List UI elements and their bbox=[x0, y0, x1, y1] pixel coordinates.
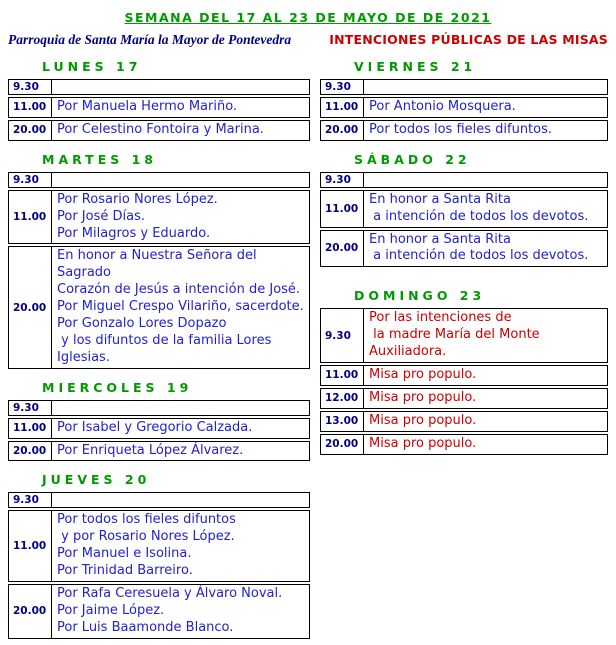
day-table-viernes bbox=[320, 77, 608, 143]
table-row bbox=[8, 510, 310, 582]
day-table-sabado bbox=[320, 170, 608, 270]
intention-line: Por Luis Baamonde Blanco. bbox=[57, 619, 234, 635]
table-row bbox=[8, 584, 310, 639]
intention-cell bbox=[51, 400, 310, 416]
table-row bbox=[8, 418, 310, 439]
intention-line: Por Jaime López. bbox=[57, 602, 165, 618]
time-cell: 13.00 bbox=[320, 411, 363, 432]
two-column-layout bbox=[8, 54, 608, 645]
intention-cell bbox=[51, 97, 310, 118]
time-cell: 20.00 bbox=[8, 584, 51, 639]
intention-line: Por las intenciones de bbox=[369, 310, 512, 326]
table-row bbox=[8, 400, 310, 416]
intention-cell bbox=[51, 584, 310, 639]
day-martes bbox=[8, 147, 310, 371]
page-title: SEMANA DEL 17 AL 23 DE MAYO DE DE 2021 bbox=[124, 10, 492, 25]
intention-cell bbox=[51, 418, 310, 439]
time-cell: 11.00 bbox=[320, 365, 363, 386]
time-cell: 20.00 bbox=[8, 246, 51, 368]
day-lunes bbox=[8, 54, 310, 143]
intention-cell bbox=[51, 190, 310, 245]
time-cell: 9.30 bbox=[320, 172, 363, 188]
time-cell: 9.30 bbox=[8, 79, 51, 95]
intention-line: En honor a Nuestra Señora del Sagrado bbox=[57, 248, 261, 281]
table-row bbox=[8, 492, 310, 508]
day-table-jueves bbox=[8, 490, 310, 640]
intention-line: En honor a Santa Rita bbox=[369, 231, 511, 247]
intention-line: Misa pro populo. bbox=[369, 412, 477, 428]
intention-cell bbox=[363, 79, 608, 95]
intention-line: Por Miguel Crespo Vilariño, sacerdote. bbox=[57, 299, 304, 315]
intention-line: Por Trinidad Barreiro. bbox=[57, 563, 193, 579]
intention-line: Misa pro populo. bbox=[369, 367, 477, 383]
time-cell: 20.00 bbox=[8, 120, 51, 141]
table-row bbox=[8, 172, 310, 188]
time-cell: 20.00 bbox=[320, 230, 363, 268]
intention-cell bbox=[363, 388, 608, 409]
intention-line: Por todos los fieles difuntos bbox=[57, 512, 236, 528]
intention-line: Por Antonio Mosquera. bbox=[369, 99, 516, 114]
intention-cell bbox=[363, 411, 608, 432]
intention-line: Por Manuela Hermo Mariño. bbox=[57, 99, 238, 114]
intention-line: En honor a Santa Rita bbox=[369, 191, 511, 207]
left-column bbox=[8, 54, 310, 645]
day-table-miercoles bbox=[8, 398, 310, 464]
time-cell: 11.00 bbox=[320, 190, 363, 228]
intention-line: Por todos los fieles difuntos. bbox=[369, 121, 553, 137]
time-cell: 11.00 bbox=[8, 418, 51, 439]
table-row bbox=[320, 79, 608, 95]
time-cell: 9.30 bbox=[320, 79, 363, 95]
intention-line: y por Rosario Nores López. bbox=[57, 529, 235, 545]
table-row bbox=[8, 120, 310, 141]
day-table-domingo bbox=[320, 306, 608, 456]
intention-cell bbox=[51, 441, 310, 462]
time-cell: 11.00 bbox=[8, 190, 51, 245]
time-cell: 20.00 bbox=[8, 441, 51, 462]
day-header-domingo: DOMINGO 23 bbox=[354, 288, 486, 304]
subtitle-row bbox=[8, 32, 608, 48]
intention-line: Por Rosario Nores López. bbox=[57, 191, 218, 207]
intention-cell bbox=[363, 230, 608, 268]
table-row bbox=[8, 441, 310, 462]
intention-line: Por Manuel e Isolina. bbox=[57, 546, 192, 562]
intention-line: la madre María del Monte Auxiliadora. bbox=[369, 327, 544, 360]
time-cell: 11.00 bbox=[320, 97, 363, 118]
table-row bbox=[320, 120, 608, 141]
day-header-viernes: VIERNES 21 bbox=[354, 59, 477, 74]
intention-cell bbox=[51, 79, 310, 95]
intention-line: Por Gonzalo Lores Dopazo bbox=[57, 316, 227, 332]
table-row bbox=[320, 308, 608, 363]
time-cell: 11.00 bbox=[8, 97, 51, 118]
intention-cell bbox=[363, 434, 608, 455]
day-header-jueves: JUEVES 20 bbox=[42, 472, 151, 488]
intention-line: Por Enriqueta López Álvarez. bbox=[57, 442, 244, 458]
intention-line: a intención de todos los devotos. bbox=[369, 248, 589, 264]
table-row bbox=[8, 79, 310, 95]
table-row bbox=[320, 230, 608, 268]
day-miercoles bbox=[8, 375, 310, 464]
intention-cell bbox=[363, 190, 608, 228]
day-viernes bbox=[320, 54, 608, 143]
table-row bbox=[320, 365, 608, 386]
day-jueves bbox=[8, 467, 310, 640]
table-row bbox=[320, 411, 608, 432]
intention-line: Por José Días. bbox=[57, 208, 145, 224]
right-column bbox=[320, 54, 608, 461]
time-cell: 12.00 bbox=[320, 388, 363, 409]
parish-name: Parroquia de Santa María la Mayor de Pontevedra bbox=[8, 32, 292, 47]
time-cell: 11.00 bbox=[8, 510, 51, 582]
intention-cell bbox=[363, 120, 608, 141]
intention-cell bbox=[51, 172, 310, 188]
table-row bbox=[8, 97, 310, 118]
time-cell: 9.30 bbox=[320, 308, 363, 363]
table-row bbox=[320, 172, 608, 188]
intention-cell bbox=[363, 97, 608, 118]
intention-line: Por Isabel y Gregorio Calzada. bbox=[57, 419, 253, 435]
intention-line: a intención de todos los devotos. bbox=[369, 208, 589, 224]
day-header-miercoles: MIERCOLES 19 bbox=[42, 379, 193, 395]
day-table-martes bbox=[8, 170, 310, 371]
intention-line: Misa pro populo. bbox=[369, 435, 477, 451]
time-cell: 20.00 bbox=[320, 434, 363, 455]
day-header-lunes: LUNES 17 bbox=[42, 59, 142, 74]
intention-cell bbox=[51, 492, 310, 508]
intention-cell bbox=[363, 365, 608, 386]
time-cell: 9.30 bbox=[8, 400, 51, 416]
table-row bbox=[320, 97, 608, 118]
table-row bbox=[320, 190, 608, 228]
mass-intentions-heading: INTENCIONES PÚBLICAS DE LAS MISAS bbox=[329, 32, 608, 47]
day-header-sabado: SÁBADO 22 bbox=[354, 151, 471, 167]
intention-line: Por Milagros y Eduardo. bbox=[57, 225, 211, 241]
table-row bbox=[320, 434, 608, 455]
time-cell: 9.30 bbox=[8, 172, 51, 188]
table-row bbox=[8, 246, 310, 368]
day-table-lunes bbox=[8, 77, 310, 143]
intention-line: Por Rafa Ceresuela y Álvaro Noval. bbox=[57, 586, 283, 602]
intention-line: Corazón de Jesús a intención de José. bbox=[57, 282, 301, 298]
table-row bbox=[8, 190, 310, 245]
intention-cell bbox=[51, 246, 310, 368]
time-cell: 20.00 bbox=[320, 120, 363, 141]
intention-line: Por Celestino Fontoira y Marina. bbox=[57, 121, 264, 137]
day-domingo bbox=[320, 283, 608, 456]
intention-cell bbox=[363, 172, 608, 188]
intention-line: Misa pro populo. bbox=[369, 389, 477, 405]
intention-line: y los difuntos de la familia Lores Iglesias. bbox=[57, 332, 276, 365]
day-sabado bbox=[320, 147, 608, 270]
intention-cell bbox=[51, 510, 310, 582]
table-row bbox=[320, 388, 608, 409]
day-header-martes: MARTES 18 bbox=[42, 151, 157, 167]
intention-cell bbox=[363, 308, 608, 363]
intention-cell bbox=[51, 120, 310, 141]
time-cell: 9.30 bbox=[8, 492, 51, 508]
